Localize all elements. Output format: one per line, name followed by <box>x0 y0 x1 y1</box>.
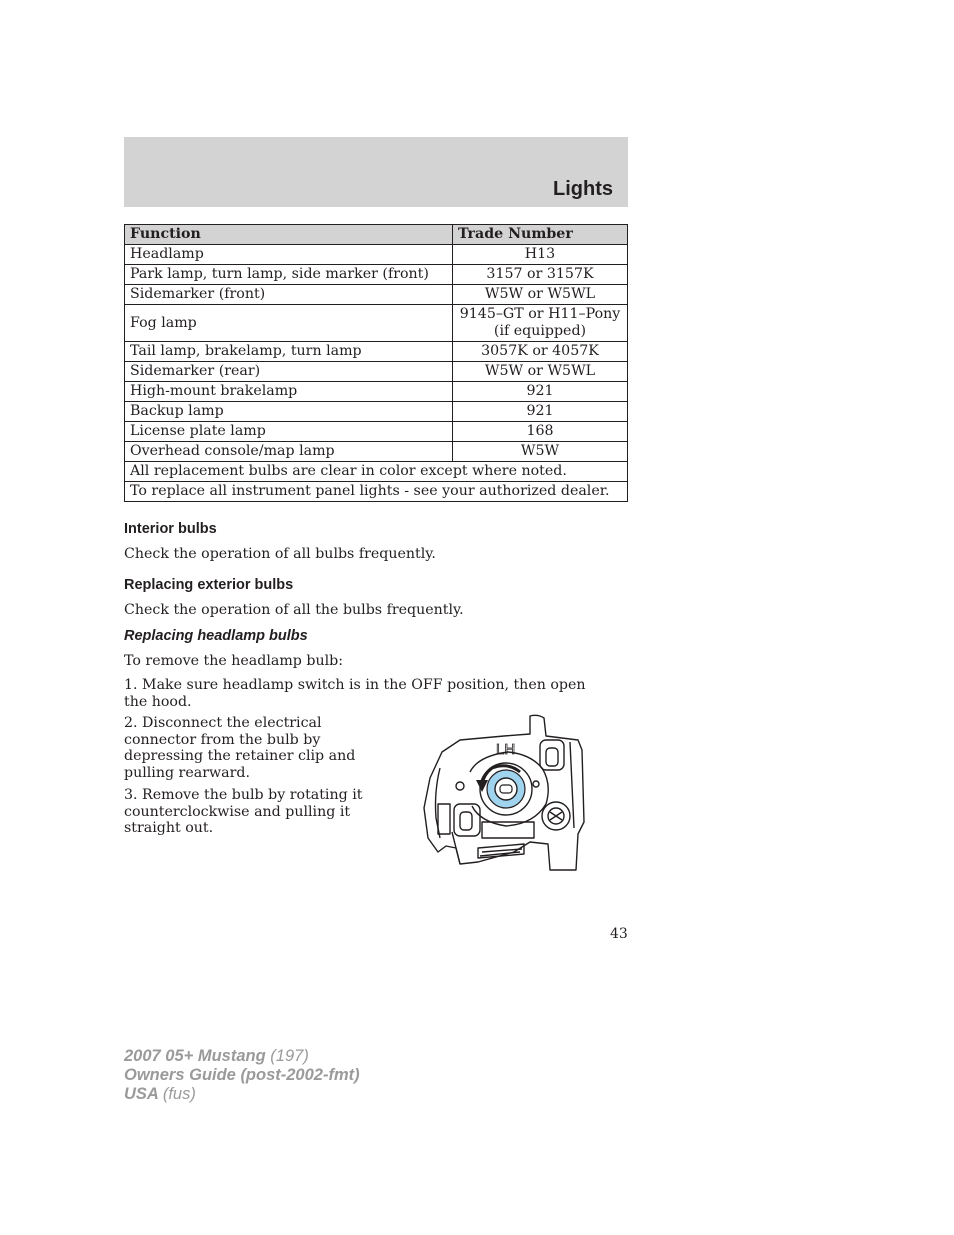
bulb-table <box>124 224 628 502</box>
page-number: 43 <box>610 926 628 942</box>
footer-line-3 <box>124 1085 360 1104</box>
table-header-row <box>125 225 628 245</box>
footer-line-2 <box>124 1066 360 1085</box>
table-row <box>125 422 628 442</box>
column-header-function: Function <box>125 225 453 245</box>
cell-function: Headlamp <box>125 245 453 265</box>
cell-trade-number: 3157 or 3157K <box>453 265 628 285</box>
cell-function: Backup lamp <box>125 402 453 422</box>
table-note-row <box>125 482 628 502</box>
diagram-label: LH <box>496 741 516 758</box>
exterior-bulbs-text: Check the operation of all the bulbs frequently. <box>124 602 464 618</box>
cell-function: High-mount brakelamp <box>125 382 453 402</box>
table-row <box>125 402 628 422</box>
footer-market-code: (fus) <box>162 1085 196 1103</box>
headlamp-intro-text: To remove the headlamp bulb: <box>124 653 343 669</box>
cell-trade-number: 921 <box>453 382 628 402</box>
cell-function: Sidemarker (rear) <box>125 362 453 382</box>
cell-trade-number: H13 <box>453 245 628 265</box>
cell-trade-number: 921 <box>453 402 628 422</box>
footer-guide-name: Owners Guide (post-2002-fmt) <box>124 1066 360 1084</box>
step-2-text: 2. Disconnect the electrical connector from the bulb by depressing the retainer clip and pulling rearward. <box>124 715 356 781</box>
column-header-trade-number: Trade Number <box>453 225 628 245</box>
footer-market: USA <box>124 1085 159 1103</box>
table-row <box>125 442 628 462</box>
trade-number-line: 9145–GT or H11–Pony <box>459 306 621 322</box>
table-row <box>125 285 628 305</box>
cell-trade-number <box>453 305 628 342</box>
table-row <box>125 265 628 285</box>
section-title: Lights <box>553 178 613 200</box>
cell-function: Fog lamp <box>125 305 453 342</box>
cell-trade-number: W5W or W5WL <box>453 285 628 305</box>
interior-bulbs-heading: Interior bulbs <box>124 521 217 537</box>
table-row <box>125 245 628 265</box>
cell-function: Sidemarker (front) <box>125 285 453 305</box>
interior-bulbs-text: Check the operation of all bulbs frequently. <box>124 546 436 562</box>
cell-trade-number: 3057K or 4057K <box>453 342 628 362</box>
exterior-bulbs-heading: Replacing exterior bulbs <box>124 577 294 593</box>
table-row <box>125 382 628 402</box>
step-3-text: 3. Remove the bulb by rotating it counterclockwise and pulling it straight out. <box>124 787 363 836</box>
headlamp-bulbs-heading: Replacing headlamp bulbs <box>124 628 308 644</box>
cell-function: License plate lamp <box>125 422 453 442</box>
table-note-row <box>125 462 628 482</box>
footer-line-1 <box>124 1047 360 1066</box>
section-header-band <box>124 137 628 207</box>
cell-function: Overhead console/map lamp <box>125 442 453 462</box>
table-row <box>125 305 628 342</box>
cell-function: Park lamp, turn lamp, side marker (front) <box>125 265 453 285</box>
cell-function: Tail lamp, brakelamp, turn lamp <box>125 342 453 362</box>
footer-model: 2007 05+ Mustang <box>124 1047 266 1065</box>
cell-trade-number: 168 <box>453 422 628 442</box>
trade-number-note: (if equipped) <box>493 323 587 339</box>
table-row <box>125 362 628 382</box>
headlamp-diagram <box>420 712 590 874</box>
table-note: To replace all instrument panel lights - see your authorized dealer. <box>125 482 628 502</box>
cell-trade-number: W5W or W5WL <box>453 362 628 382</box>
cell-trade-number: W5W <box>453 442 628 462</box>
footer-model-code: (197) <box>270 1047 309 1065</box>
table-note: All replacement bulbs are clear in color except where noted. <box>125 462 628 482</box>
step-1-text: 1. Make sure headlamp switch is in the OFF position, then open the hood. <box>124 677 586 710</box>
document-footer <box>124 1047 360 1104</box>
table-row <box>125 342 628 362</box>
